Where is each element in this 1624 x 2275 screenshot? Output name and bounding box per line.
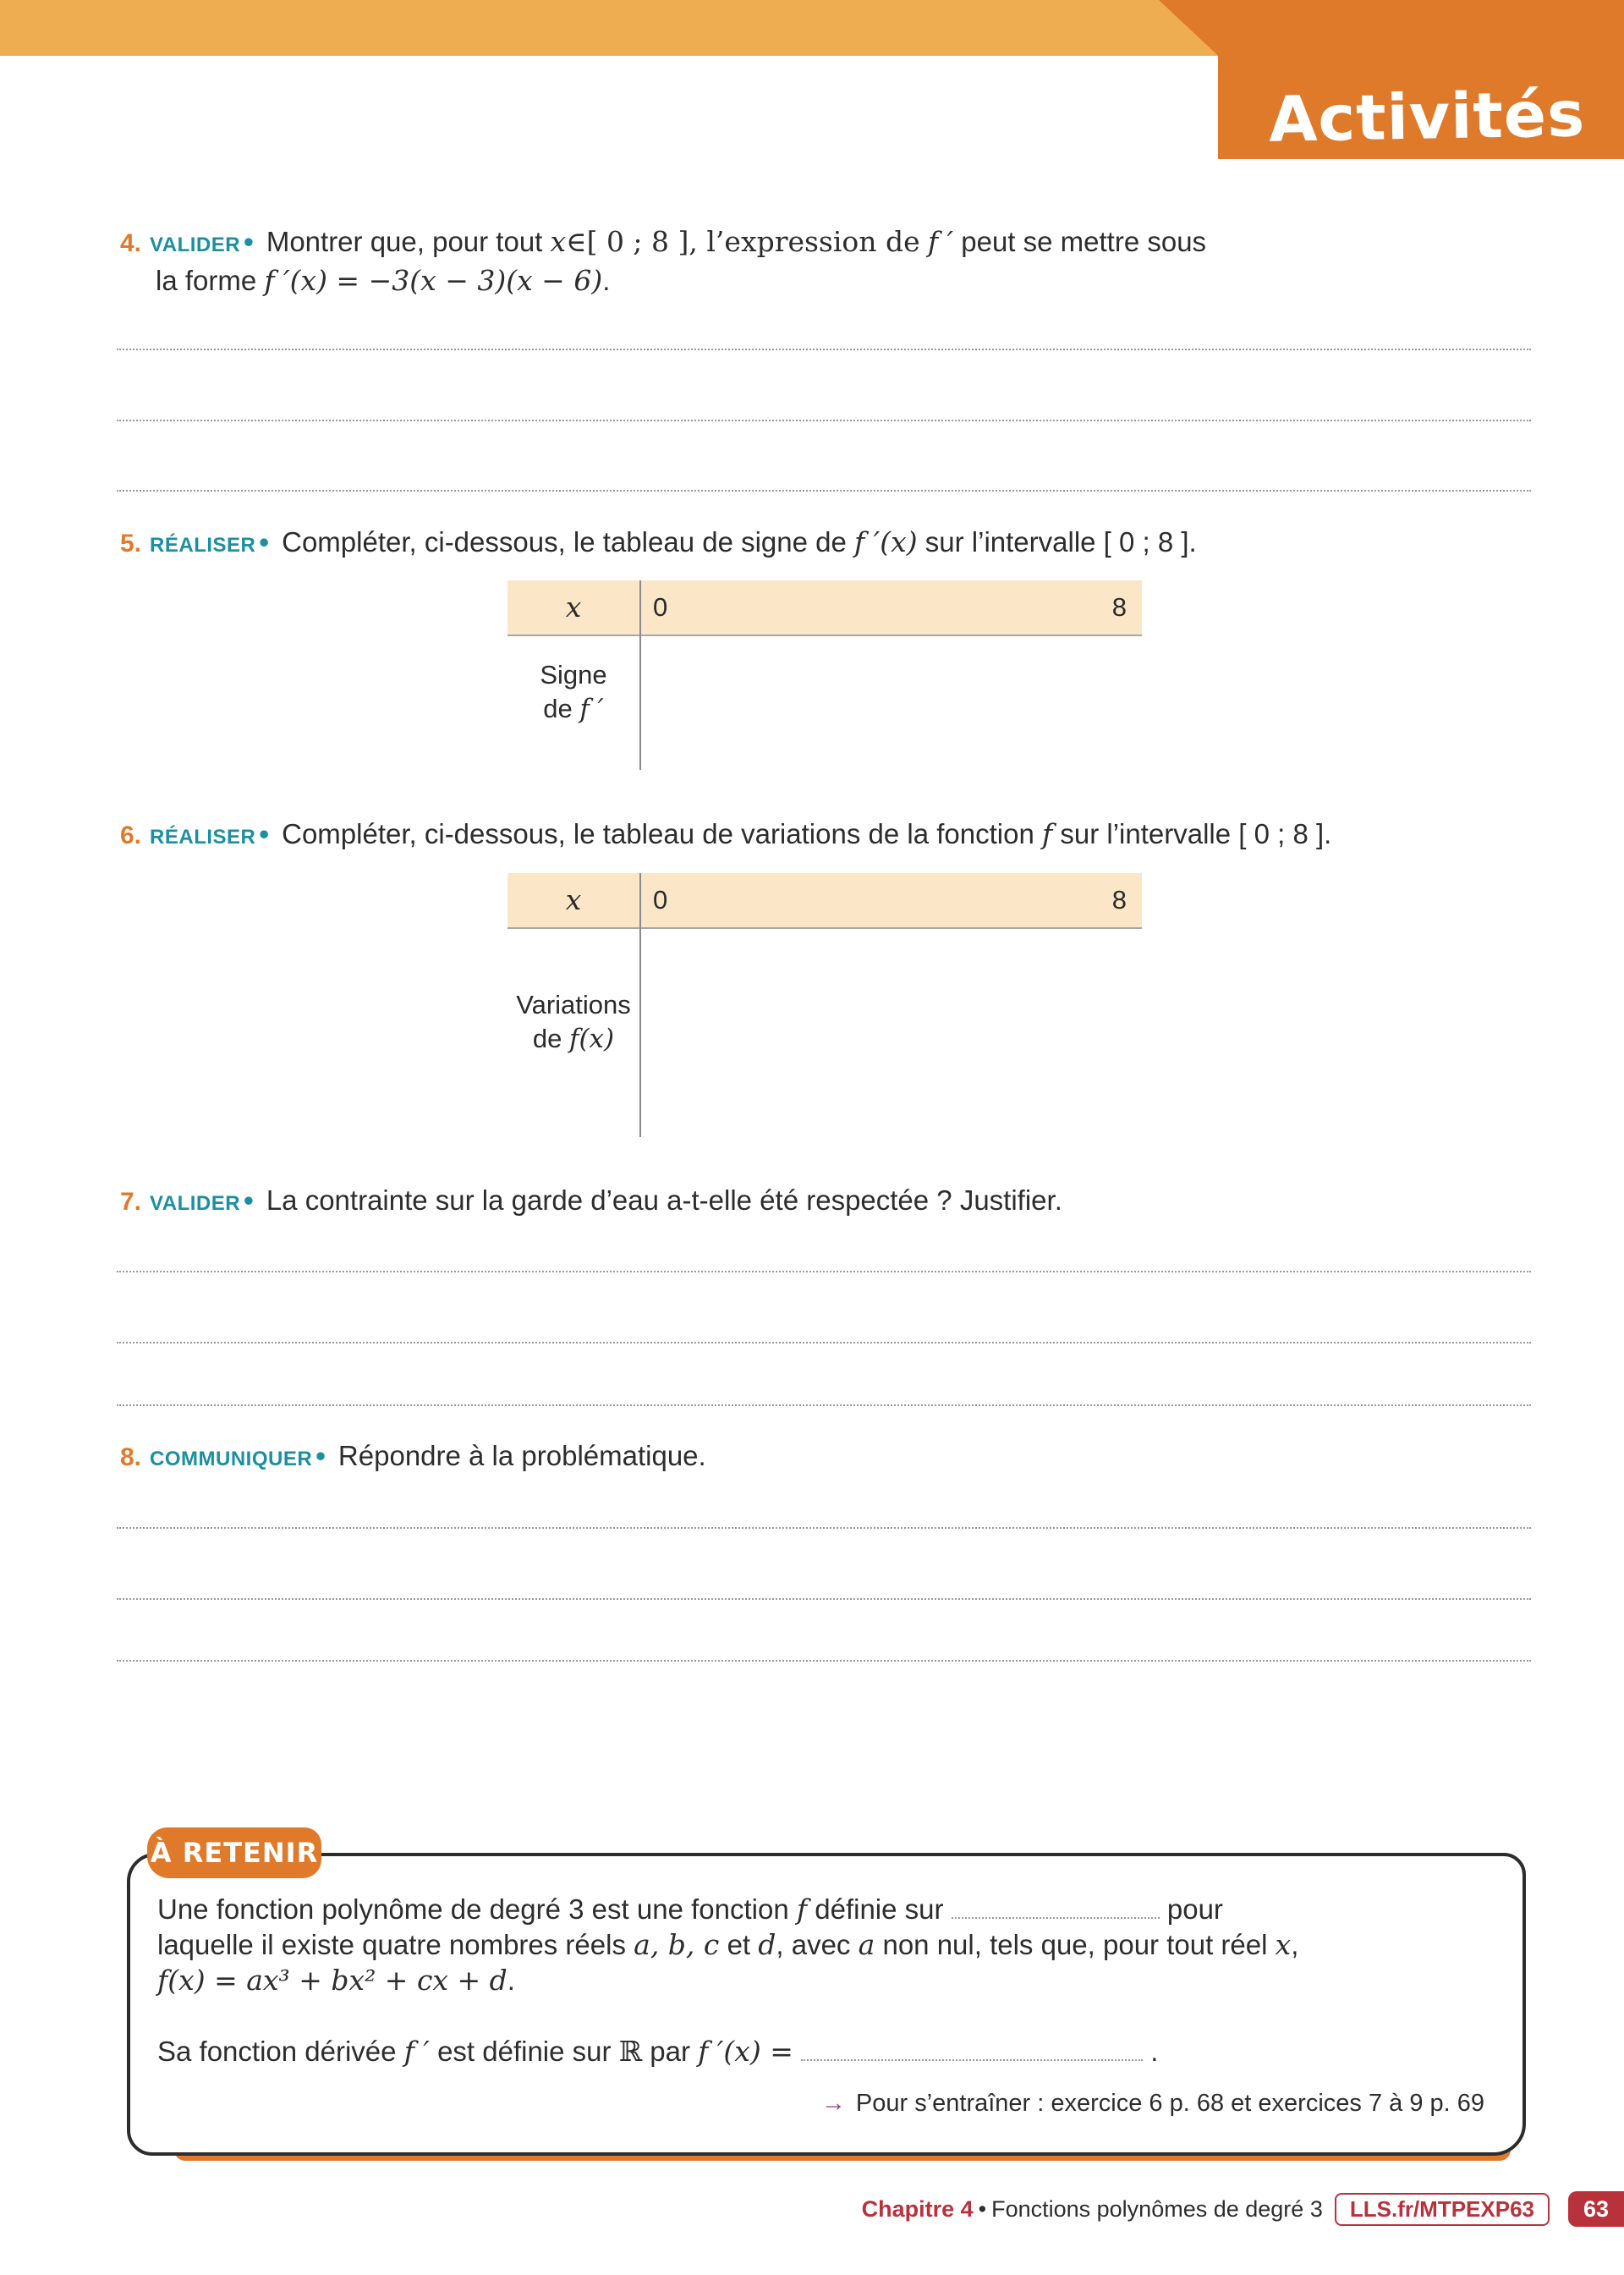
math-f-prime: f ′: [403, 2035, 430, 2068]
math-d: d: [758, 1928, 776, 1961]
math-x: x: [1275, 1928, 1292, 1961]
punctuation: .: [1150, 2036, 1159, 2067]
chapter-title: Fonctions polynômes de degré 3: [991, 2195, 1323, 2222]
variation-row-label: [508, 988, 639, 1056]
question-tag: VALIDER: [150, 1192, 241, 1215]
punctuation: .: [602, 265, 611, 296]
retenir-text: non nul, tels que, pour tout réel: [882, 1929, 1268, 1960]
row-label-line: de: [532, 1024, 562, 1053]
math-x: x: [550, 225, 567, 258]
math-polynomial: f(x) = ax³ + bx² + cx + d: [157, 1964, 508, 1997]
tag-bullet: •: [259, 526, 269, 558]
question-tag: COMMUNIQUER: [150, 1448, 313, 1470]
question-text: sur l’intervalle [ 0 ; 8 ].: [1060, 818, 1332, 849]
question-number: 6.: [120, 822, 142, 849]
question-text: Compléter, ci-dessous, le tableau de variations de la fonction: [282, 818, 1034, 849]
question-7: [120, 1183, 1062, 1222]
answer-line[interactable]: [117, 1404, 1531, 1406]
question-text: La contrainte sur la garde d’eau a-t-elle été respectée ? Justifier.: [266, 1184, 1062, 1216]
arrow-right-icon: →: [820, 2090, 846, 2117]
sign-row-label: [508, 658, 639, 726]
retenir-text: et: [727, 1929, 751, 1960]
math-f-x: f(x): [568, 1024, 615, 1054]
retenir-text: par: [650, 2036, 690, 2067]
question-8: [120, 1438, 706, 1477]
sign-answer-cell[interactable]: [641, 636, 1142, 770]
chapter-label: Chapitre 4: [861, 2195, 974, 2222]
fill-in-blank-derivative[interactable]: [801, 2034, 1143, 2061]
math-f-prime: f ′: [927, 225, 954, 258]
table-x-end: 8: [1111, 592, 1127, 622]
question-6: [120, 816, 1331, 855]
training-text: Pour s’entraîner : exercice 6 p. 68 et exercices 7 à 9 p. 69: [855, 2090, 1484, 2117]
variation-table: [508, 873, 1142, 1137]
retenir-text: définie sur: [815, 1893, 944, 1925]
variation-answer-cell[interactable]: [641, 929, 1142, 1137]
row-label-line: de: [543, 694, 573, 723]
math-f: f: [1041, 817, 1053, 850]
answer-line[interactable]: [117, 1527, 1531, 1529]
tag-bullet: •: [244, 226, 254, 257]
retenir-text: laquelle il existe quatre nombres réels: [157, 1929, 626, 1960]
retenir-text: Une fonction polynôme de degré 3 est une fonction: [157, 1893, 789, 1925]
answer-line[interactable]: [117, 420, 1531, 421]
question-number: 4.: [120, 229, 142, 257]
question-4: [120, 224, 1206, 299]
retenir-line-4: [157, 2034, 1158, 2069]
answer-line[interactable]: [117, 349, 1531, 350]
math-f-prime: f ′: [579, 694, 604, 724]
row-label-line: Variations: [516, 990, 631, 1019]
training-reference[interactable]: [821, 2090, 1484, 2118]
math-expression: f ′(x) = −3(x − 3)(x − 6): [264, 264, 603, 297]
answer-line[interactable]: [117, 1342, 1531, 1344]
question-number: 7.: [120, 1188, 142, 1216]
answer-line[interactable]: [117, 490, 1531, 492]
reference-link[interactable]: LLS.fr/MTPEXP63: [1335, 2193, 1550, 2226]
question-text: peut se mettre sous: [961, 226, 1207, 257]
answer-line[interactable]: [117, 1271, 1531, 1272]
footer: [862, 2191, 1624, 2227]
question-tag: RÉALISER: [150, 826, 256, 849]
tag-bullet: •: [259, 818, 269, 849]
fill-in-blank-domain[interactable]: [952, 1892, 1160, 1919]
section-title: Activités: [1268, 78, 1586, 157]
question-text: Répondre à la problématique.: [337, 1440, 706, 1471]
sign-table: [508, 580, 1142, 770]
math-f: f: [796, 1893, 808, 1926]
math-a: a: [858, 1928, 875, 1961]
question-text: la forme: [156, 265, 257, 296]
tag-bullet: •: [244, 1184, 254, 1216]
retenir-line-2: [157, 1927, 1298, 1963]
retenir-line-3: [157, 1963, 515, 1998]
math-abc: a, b, c: [634, 1928, 720, 1961]
row-label-line: Signe: [540, 660, 607, 690]
math-f-prime-x: f ′(x): [854, 525, 918, 558]
retenir-text: Sa fonction dérivée: [157, 2036, 397, 2067]
interval-text: ∈[ 0 ; 8 ], l’expression de: [566, 225, 920, 258]
math-f-prime-x: f ′(x) =: [698, 2035, 793, 2068]
question-tag: RÉALISER: [150, 534, 256, 557]
retenir-line-1: [157, 1892, 1223, 1927]
question-text: sur l’intervalle [ 0 ; 8 ].: [924, 526, 1197, 558]
table-x-end: 8: [1111, 885, 1127, 915]
tag-bullet: •: [315, 1440, 326, 1471]
table-x-start: 0: [653, 885, 668, 915]
table-x-start: 0: [653, 592, 668, 622]
question-number: 8.: [120, 1443, 142, 1471]
footer-bullet: •: [978, 2195, 987, 2222]
question-text: Compléter, ci-dessous, le tableau de signe de: [282, 526, 847, 558]
retenir-text: , avec: [776, 1929, 851, 1960]
reals-symbol: ℝ: [618, 2035, 643, 2068]
answer-line[interactable]: [117, 1598, 1531, 1600]
question-number: 5.: [120, 530, 142, 558]
question-tag: VALIDER: [150, 234, 241, 256]
question-5: [120, 525, 1197, 563]
retenir-badge: À RETENIR: [147, 1827, 321, 1878]
table-x-label: x: [565, 883, 582, 916]
retenir-text: pour: [1166, 1893, 1223, 1925]
punctuation: .: [507, 1965, 515, 1996]
question-text: Montrer que, pour tout: [266, 226, 543, 257]
table-x-label: x: [565, 591, 582, 624]
page-number: 63: [1568, 2191, 1624, 2227]
retenir-text: est définie sur: [437, 2036, 612, 2067]
punctuation: ,: [1291, 1929, 1299, 1960]
answer-line[interactable]: [117, 1660, 1531, 1662]
